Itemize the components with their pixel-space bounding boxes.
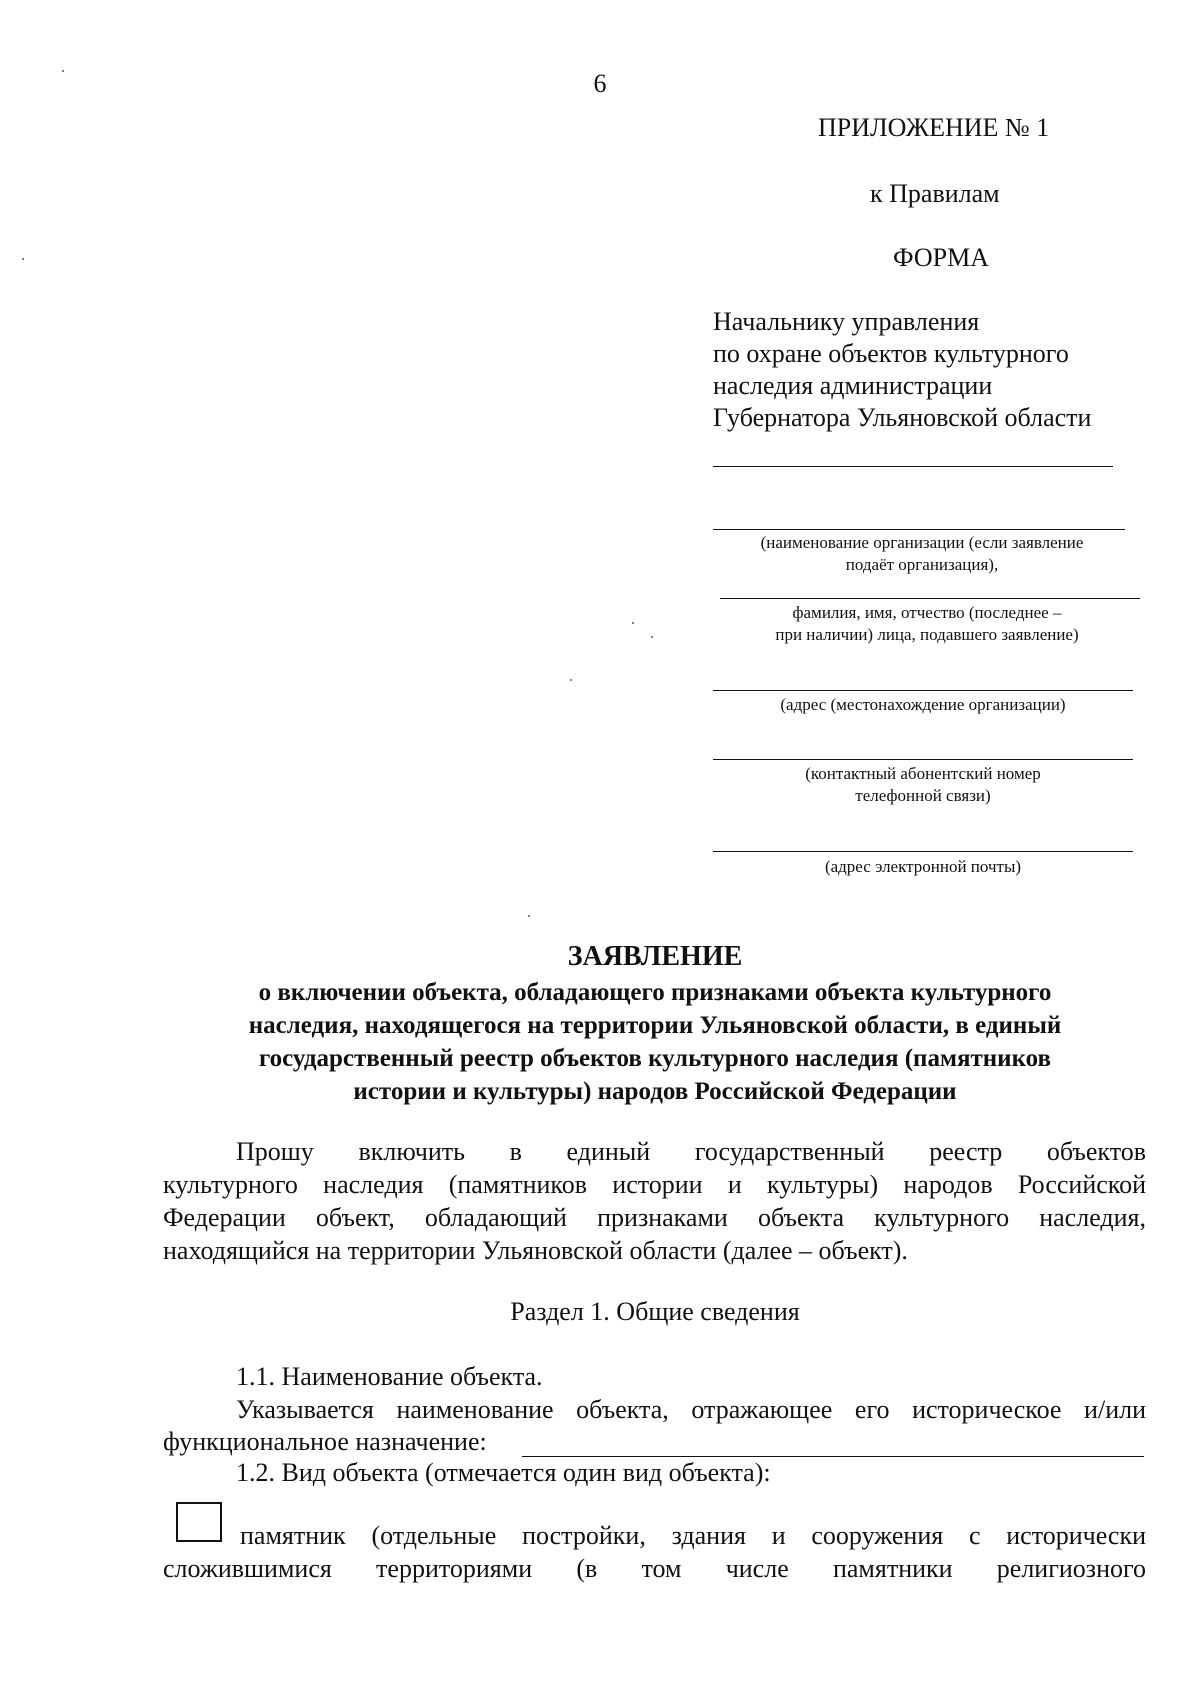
addressee-line: Губернатора Ульяновской области: [713, 403, 1092, 432]
item-1-2: 1.2. Вид объекта (отмечается один вид объекта):: [236, 1458, 771, 1487]
monument-checkbox[interactable]: [176, 1502, 222, 1542]
phone-line[interactable]: [713, 759, 1133, 760]
body-paragraph-line: Федерации объект, обладающий признаками объекта культурного наследия,: [163, 1203, 1146, 1232]
appendix-subtitle: к Правилам: [870, 179, 1000, 208]
person-hint: при наличии) лица, подавшего заявление): [775, 625, 1079, 644]
statement-subtitle: государственный реестр объектов культурного наследия (памятников: [258, 1045, 1052, 1072]
organization-name-line[interactable]: [713, 529, 1125, 530]
page-number: 6: [593, 69, 607, 98]
phone-hint: (контактный абонентский номер: [805, 764, 1041, 783]
addressee-line: Начальнику управления: [713, 307, 980, 336]
organization-hint: (наименование организации (если заявление: [760, 533, 1084, 552]
statement-subtitle: о включении объекта, обладающего признаками объекта культурного: [258, 979, 1052, 1006]
scan-speck: [62, 70, 64, 72]
person-hint: фамилия, имя, отчество (последнее –: [792, 603, 1062, 622]
body-paragraph-line: находящийся на территории Ульяновской области (далее – объект).: [163, 1236, 908, 1265]
scan-speck: [632, 622, 634, 624]
section-title: Раздел 1. Общие сведения: [510, 1297, 800, 1326]
person-name-line[interactable]: [720, 598, 1140, 599]
phone-hint: телефонной связи): [855, 786, 991, 805]
statement-subtitle: наследия, находящегося на территории Ульяновской области, в единый: [248, 1012, 1062, 1039]
monument-option-label: памятник (отдельные постройки, здания и сооружения с исторически: [240, 1521, 1146, 1550]
email-line[interactable]: [713, 851, 1133, 852]
email-hint: (адрес электронной почты): [824, 857, 1022, 876]
scan-speck: [570, 679, 572, 681]
addressee-line: по охране объектов культурного: [713, 339, 1069, 368]
body-paragraph-line: культурного наследия (памятников истории и культуры) народов Российской: [163, 1170, 1146, 1199]
addressee-line: наследия администрации: [713, 371, 993, 400]
address-line[interactable]: [713, 690, 1133, 691]
scan-speck: [651, 636, 653, 638]
addressee-blank-line[interactable]: [713, 466, 1113, 467]
item-1-1: 1.1. Наименование объекта.: [236, 1362, 543, 1391]
monument-option-label: сложившимися территориями (в том числе памятники религиозного: [163, 1554, 1146, 1583]
address-hint: (адрес (местонахождение организации): [780, 695, 1066, 714]
item-1-1-description: функциональное назначение:: [163, 1427, 487, 1456]
item-1-1-description: Указывается наименование объекта, отражающее его историческое и/или: [236, 1395, 1146, 1424]
scan-speck: [22, 258, 24, 260]
scan-speck: [528, 915, 530, 917]
form-label: ФОРМА: [893, 243, 989, 272]
appendix-title: ПРИЛОЖЕНИЕ № 1: [818, 113, 1050, 142]
body-paragraph-line: Прошу включить в единый государственный реестр объектов: [236, 1137, 1146, 1166]
organization-hint: подаёт организация),: [845, 555, 999, 574]
statement-subtitle: истории и культуры) народов Российской Федерации: [353, 1078, 957, 1105]
statement-title: ЗАЯВЛЕНИЕ: [567, 941, 743, 972]
